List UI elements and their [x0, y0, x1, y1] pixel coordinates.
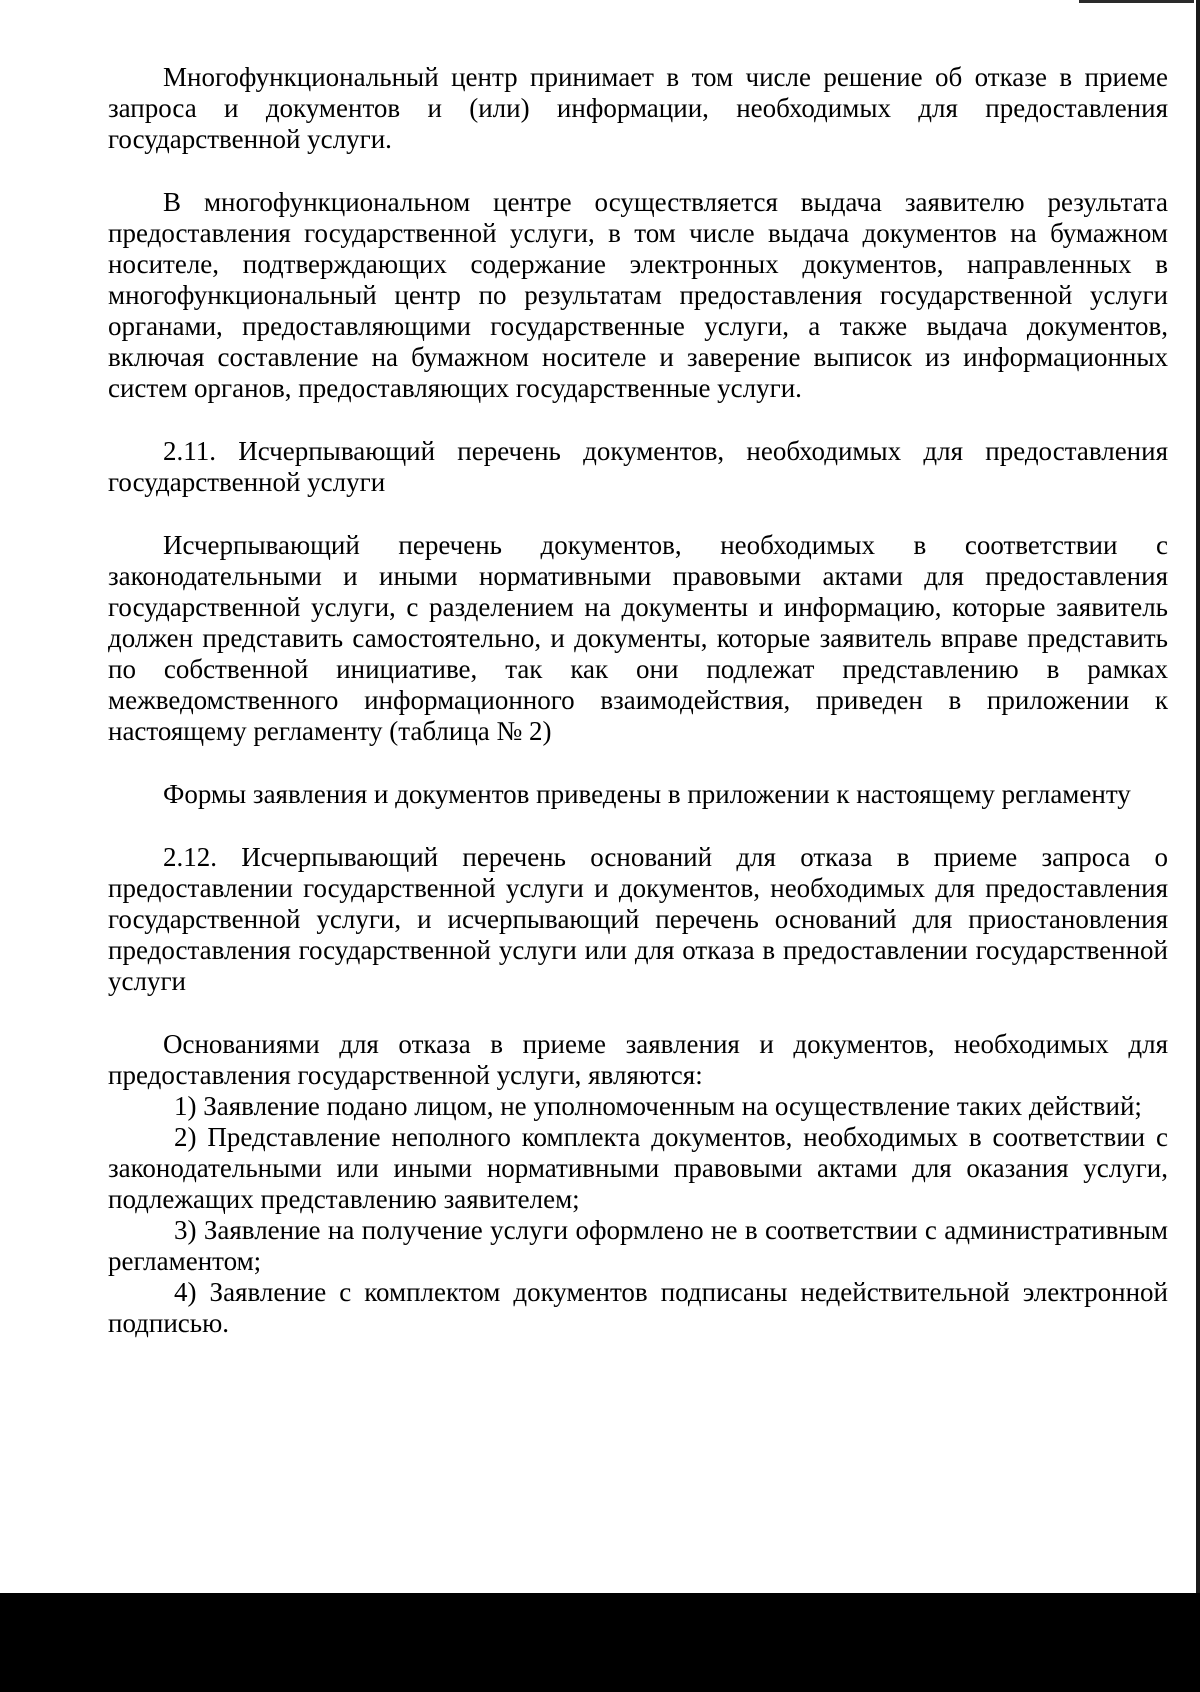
refusal-grounds-list — [108, 1091, 1168, 1339]
scan-top-mark — [1079, 0, 1194, 3]
paragraph-forms: Формы заявления и документов приведены в приложении к настоящему регламенту — [163, 779, 1131, 809]
document-body — [108, 62, 1168, 1339]
list-item: 3) Заявление на получение услуги оформлено не в соответствии с административным регламентом; — [108, 1215, 1168, 1276]
paragraph-mfc-issuance: В многофункциональном центре осуществляется выдача заявителю результата предоставления государственной услуги, в том числе выдача документов на бумажном носителе, подтверждающих содержание электронных документов, направленных в многофункциональный центр по результатам предоставления государственной услуги органами, предоставляющими государственные услуги, а также выдача документов, включая составление на бумажном носителе и заверение выписок из информационных систем органов, предоставляющих государственные услуги. — [108, 187, 1168, 403]
list-item: 2) Представление неполного комплекта документов, необходимых в соответствии с законодательными или иными нормативными правовыми актами для оказания услуги, подлежащих представлению заявителем; — [108, 1122, 1168, 1214]
list-item: 1) Заявление подано лицом, не уполномоченным на осуществление таких действий; — [174, 1091, 1142, 1121]
paragraph-refusal-grounds-intro: Основаниями для отказа в приеме заявления и документов, необходимых для предоставления государственной услуги, являются: — [108, 1029, 1168, 1090]
section-heading-2-12: 2.12. Исчерпывающий перечень оснований для отказа в приеме запроса о предоставлении государственной услуги и документов, необходимых для предоставления государственной услуги, и исчерпывающий перечень оснований для приостановления предоставления государственной услуги или для отказа в предоставлении государственной услуги — [108, 842, 1168, 996]
paragraph-documents-list: Исчерпывающий перечень документов, необходимых в соответствии с законодательными и иными нормативными правовыми актами для предоставления государственной услуги, с разделением на документы и информацию, которые заявитель должен представить самостоятельно, и документы, которые заявитель вправе представить по собственной инициативе, так как они подлежат представлению в рамках межведомственного информационного взаимодействия, приведен в приложении к настоящему регламенту (таблица № 2) — [108, 530, 1168, 746]
paragraph-mfc-refusal: Многофункциональный центр принимает в том числе решение об отказе в приеме запроса и документов и (или) информации, необходимых для предоставления государственной услуги. — [108, 62, 1168, 154]
list-item: 4) Заявление с комплектом документов подписаны недействительной электронной подписью. — [108, 1277, 1168, 1338]
section-heading-2-11: 2.11. Исчерпывающий перечень документов, необходимых для предоставления государственной услуги — [108, 436, 1168, 497]
scan-bottom-band — [0, 1593, 1200, 1692]
scan-right-edge — [1196, 0, 1200, 1692]
